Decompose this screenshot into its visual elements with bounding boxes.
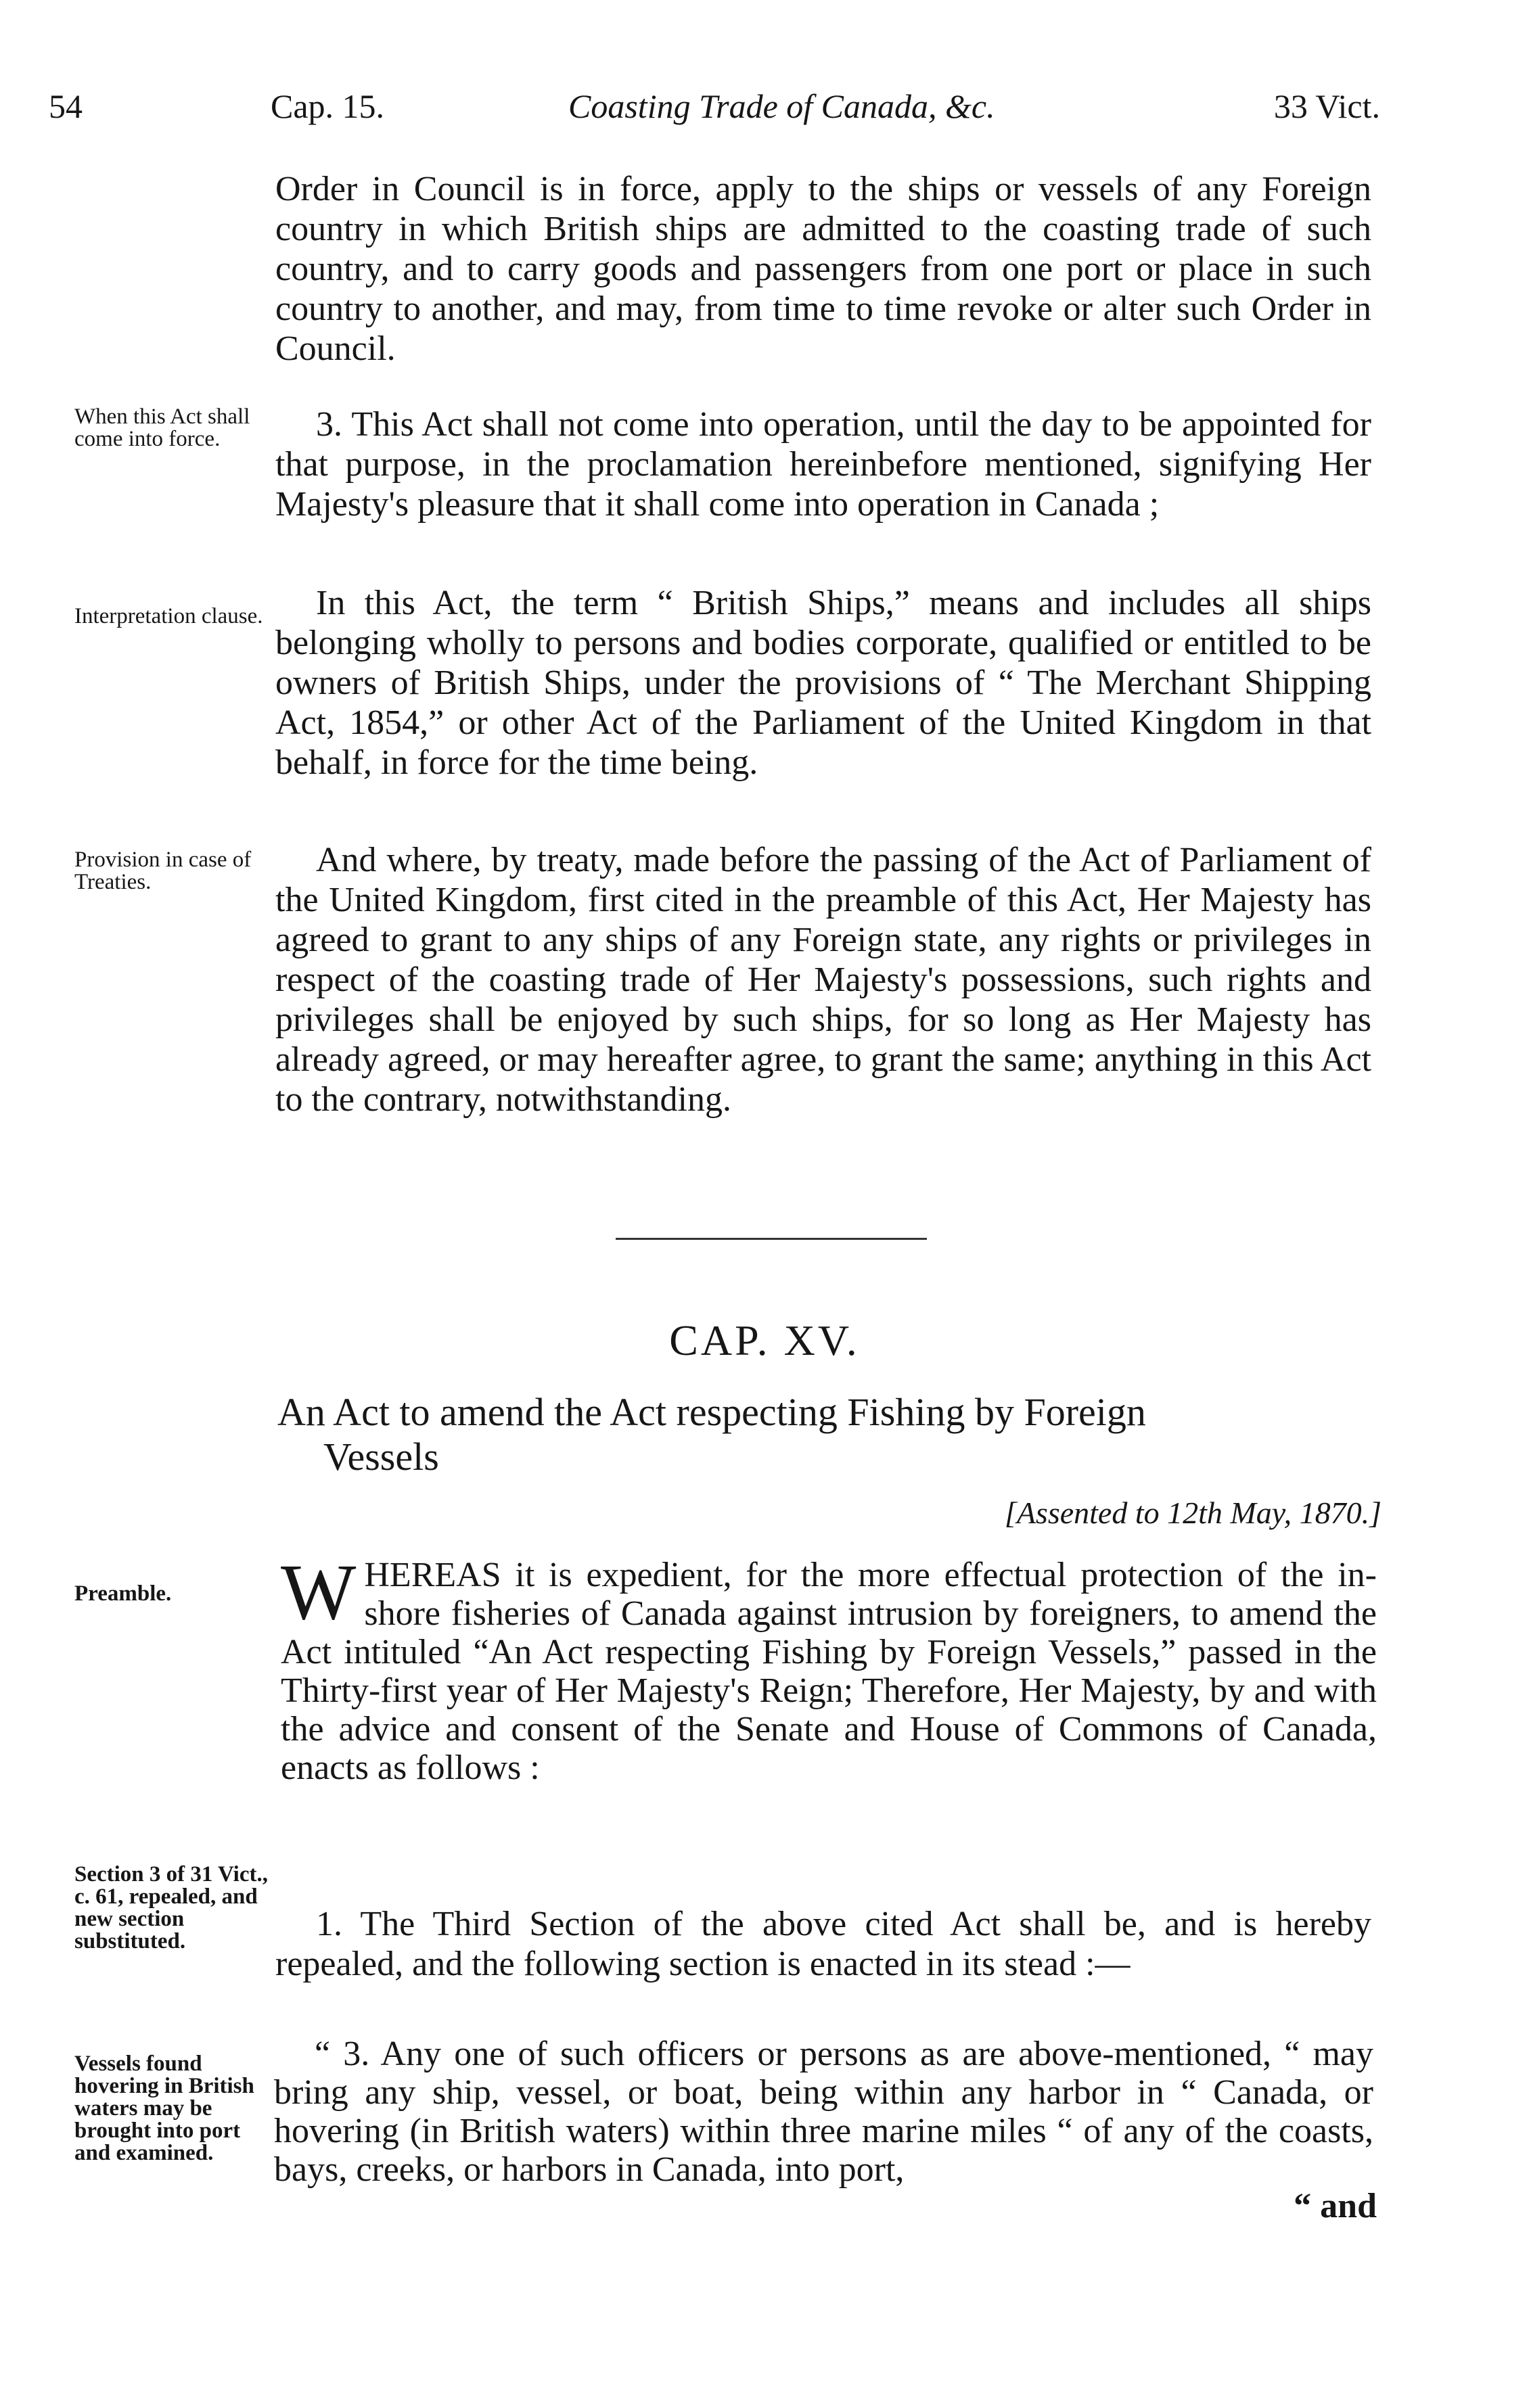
regnal-year: 33 Vict. xyxy=(1273,87,1380,125)
drop-cap: W xyxy=(281,1548,357,1636)
margin-note-interpretation: Interpretation clause. xyxy=(74,604,263,628)
treaties-section xyxy=(275,840,1371,1119)
running-title: Coasting Trade of Canada, &c. xyxy=(568,87,995,125)
margin-note-commencement: When this Act shall come into force. xyxy=(74,404,250,451)
section-1 xyxy=(275,1904,1371,1984)
page-number: 54 xyxy=(49,87,83,125)
section-3 xyxy=(275,404,1371,524)
assent-date: [Assented to 12th May, 1870.] xyxy=(1004,1496,1382,1530)
treaties-text: And where, by treaty, made before the passing of the Act of Parliament of the United Kingdom, first cited in the preamble of this Act, Her Majesty has agreed to grant to any ships of any Foreign state, any rights or privileges in respect of the coasting trade of Her Majesty's possessions, such rights and privileges shall be enjoyed by such ships, for so long as Her Majesty has already agreed, or may hereafter agree, to grant the same; anything in this Act to the contrary, notwithstanding. xyxy=(275,841,1371,1119)
margin-note-treaties: Provision in case of Treaties. xyxy=(74,848,252,894)
preamble-paragraph xyxy=(281,1548,1377,1787)
act-title-line-1: An Act to amend the Act respecting Fishing by Foreign xyxy=(277,1390,1146,1434)
section-1-text: 1. The Third Section of the above cited Act shall be, and is hereby repealed, and the following section is enacted in its stead :— xyxy=(275,1905,1371,1983)
chapter-label: Cap. 15. xyxy=(271,87,385,125)
section-3-text: 3. This Act shall not come into operation, until the day to be appointed for that purpose, in the proclamation hereinbefore mentioned, signifying Her Majesty's pleasure that it shall come into operation in Canada ; xyxy=(275,405,1371,524)
running-header xyxy=(41,87,1380,134)
cap-heading: CAP. XV. xyxy=(669,1316,860,1364)
section-divider xyxy=(616,1238,927,1240)
interpretation-section xyxy=(275,583,1371,783)
margin-note-vessels: Vessels found hovering in British waters may be brought into port and examined. xyxy=(74,2052,254,2165)
margin-note-preamble: Preamble. xyxy=(74,1581,172,1606)
continuation-text: Order in Council is in force, apply to the ships or vessels of any Foreign country in which British ships are admitted to the coasting trade of such country, and to carry goods and passengers from one port or place in such country to another, and may, from time to time revoke or alter such Order in Council. xyxy=(275,170,1371,368)
top-paragraph xyxy=(275,169,1371,369)
quoted-section-3 xyxy=(274,2035,1373,2189)
act-title-line-2: Vessels xyxy=(323,1435,439,1479)
quoted-section-3-text: “ 3. Any one of such officers or persons as are above-mentioned, “ may bring any ship, vessel, or boat, being within any harbor in “ Canada, or hovering (in British waters) within three marine miles “ of any of the coasts, bays, creeks, or harbors in Canada, into port, xyxy=(274,2035,1373,2189)
catchword: “ and xyxy=(1294,2187,1377,2225)
preamble-text: HEREAS it is expedient, for the more effectual protection of the in-shore fisheries of Canada against intrusion by foreigners, to amend the Act intituled “An Act respecting Fishing by Foreign Vessels,” passed in the Thirty-first year of Her Majesty's Reign; Therefore, Her Majesty, by and with the advice and consent of the Senate and House of Commons of Canada, enacts as follows : xyxy=(281,1556,1377,1787)
interpretation-text: In this Act, the term “ British Ships,” means and includes all ships belonging wholly to persons and bodies corporate, qualified or entitled to be owners of British Ships, under the provisions of “ The Merchant Shipping Act, 1854,” or other Act of the Parliament of the United Kingdom in that behalf, in force for the time being. xyxy=(275,584,1371,782)
act-title xyxy=(277,1390,1373,1479)
margin-note-section-1: Section 3 of 31 Vict., c. 61, repealed, and new section substituted. xyxy=(74,1862,268,1953)
